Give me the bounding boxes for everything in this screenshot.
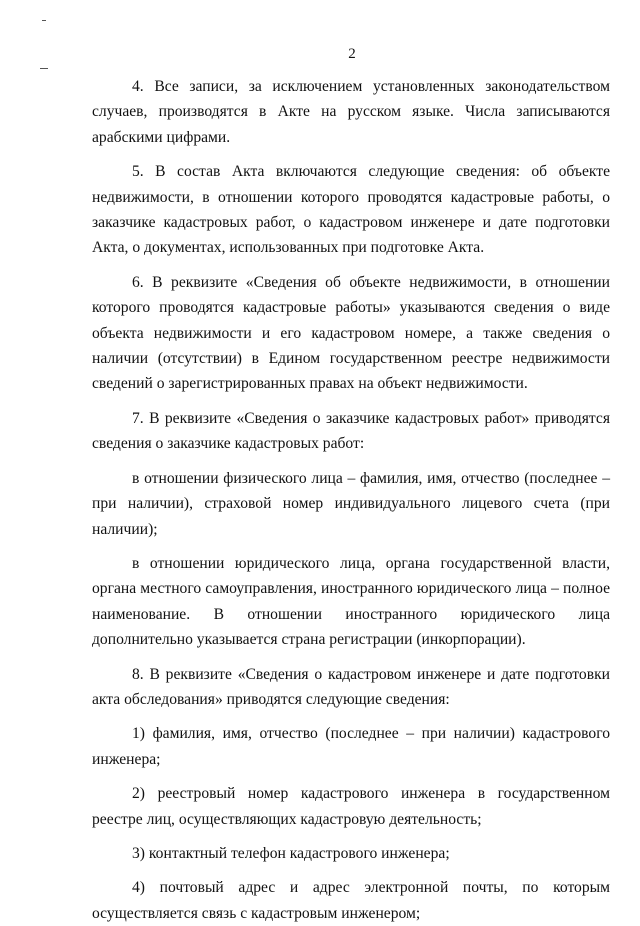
- paragraph-8-item-2: 2) реестровый номер кадастрового инженера в государственном реестре лиц, осуществляющих кадастровую деятельность;: [92, 785, 610, 828]
- paragraph-4: 4. Все записи, за исключением установленных законодательством случаев, производятся в Акте на русском языке. Числа записываются арабскими цифрами.: [92, 78, 610, 146]
- paragraph-7: 7. В реквизите «Сведения о заказчике кадастровых работ» приводятся сведения о заказчике кадастровых работ:: [92, 409, 610, 453]
- paragraph-7-individual: в отношении физического лица – фамилия, имя, отчество (последнее – при наличии), страховой номер индивидуального лицевого счета (при наличии);: [92, 469, 610, 538]
- scan-mark: [42, 20, 46, 21]
- paragraph-7-legal-entity: в отношении юридического лица, органа государственной власти, органа местного самоуправления, иностранного юридического лица – полное наименование. В отношении иностранного юридического лица дополнительно указывается страна регистрации (инкорпорации).: [92, 554, 610, 649]
- page-number: 2: [348, 46, 356, 62]
- paragraph-8-item-1: 1) фамилия, имя, отчество (последнее – при наличии) кадастрового инженера;: [92, 725, 610, 768]
- paragraph-8-item-3: 3) контактный телефон кадастрового инженера;: [132, 844, 450, 862]
- paragraph-8: 8. В реквизите «Сведения о кадастровом инженере и дате подготовки акта обследования» приводятся следующие сведения:: [92, 665, 610, 708]
- scan-mark: [40, 68, 48, 69]
- paragraph-6: 6. В реквизите «Сведения об объекте недвижимости, в отношении которого проводятся кадастровые работы» указываются сведения о виде объекта недвижимости и его кадастровом номере, а также сведения о наличии (отсутствии) в Едином государственном реестре недвижимости сведений о зарегистрированных правах на объект недвижимости.: [92, 273, 610, 393]
- document-body: [92, 74, 610, 926]
- paragraph-5: 5. В состав Акта включаются следующие сведения: об объекте недвижимости, в отношении которого проводятся кадастровые работы, о заказчике кадастровых работ, о кадастровом инженере и дате подготовки Акта, о документах, использованных при подготовке Акта.: [92, 163, 610, 257]
- paragraph-8-item-4: 4) почтовый адрес и адрес электронной почты, по которым осуществляется связь с кадастровым инженером;: [92, 879, 610, 922]
